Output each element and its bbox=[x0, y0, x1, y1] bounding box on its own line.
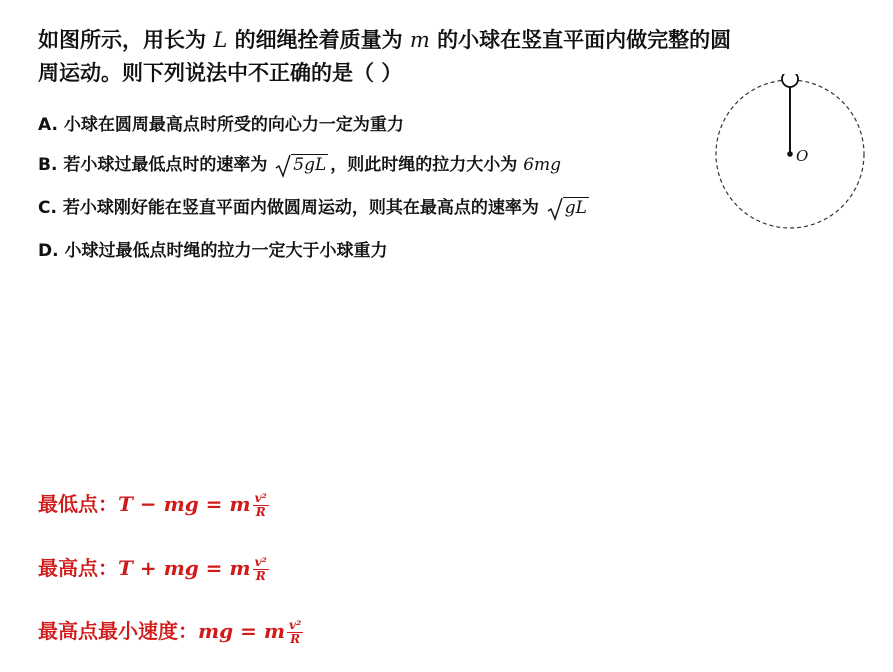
note-highest-point bbox=[38, 552, 269, 583]
sqrt-5gL bbox=[275, 154, 328, 175]
fraction-numerator: v² bbox=[254, 491, 267, 505]
center-label: O bbox=[796, 147, 809, 165]
question-line-2: 周运动。则下列说法中不正确的是（ ） bbox=[38, 61, 403, 85]
note-equation: T − mg = m bbox=[118, 492, 251, 516]
fraction bbox=[253, 556, 269, 583]
var-L: L bbox=[213, 28, 228, 52]
question-line-1 bbox=[38, 24, 858, 57]
note-equation: mg = m bbox=[198, 619, 285, 643]
option-b bbox=[38, 150, 561, 175]
fraction-numerator: v² bbox=[254, 555, 267, 569]
option-b-text: ，则此时绳的拉力大小为 bbox=[330, 155, 524, 175]
option-d: D. 小球过最低点时绳的拉力一定大于小球重力 bbox=[38, 241, 388, 261]
note-equation: T + mg = m bbox=[118, 556, 251, 580]
fraction-numerator: v² bbox=[289, 618, 302, 632]
question-text: 的小球在竖直平面内做完整的圆 bbox=[429, 28, 732, 52]
option-b-text: B. 若小球过最低点时的速率为 bbox=[38, 155, 274, 175]
ball bbox=[782, 74, 798, 87]
radicand: gL bbox=[564, 198, 587, 218]
fraction bbox=[253, 492, 269, 519]
question-text: 的细绳拴着质量为 bbox=[227, 28, 410, 52]
note-label: 最高点最小速度： bbox=[38, 619, 198, 643]
option-c-text: C. 若小球刚好能在竖直平面内做圆周运动，则其在最高点的速率为 bbox=[38, 198, 545, 218]
option-c bbox=[38, 193, 591, 218]
fraction-denominator: R bbox=[290, 632, 301, 646]
fraction-denominator: R bbox=[255, 505, 266, 519]
note-min-speed bbox=[38, 615, 303, 646]
var-m: m bbox=[409, 28, 430, 52]
value-6mg: 6mg bbox=[523, 155, 562, 175]
circle-figure bbox=[710, 74, 870, 238]
fraction-denominator: R bbox=[255, 569, 266, 583]
center-point bbox=[787, 151, 793, 157]
fraction bbox=[287, 619, 303, 646]
radicand: 5gL bbox=[293, 155, 327, 175]
question-text: 如图所示，用长为 bbox=[38, 28, 214, 52]
sqrt-gL bbox=[547, 197, 589, 218]
note-label: 最高点： bbox=[38, 556, 118, 580]
option-a: A. 小球在圆周最高点时所受的向心力一定为重力 bbox=[38, 115, 404, 135]
note-label: 最低点： bbox=[38, 492, 118, 516]
note-lowest-point bbox=[38, 488, 269, 519]
